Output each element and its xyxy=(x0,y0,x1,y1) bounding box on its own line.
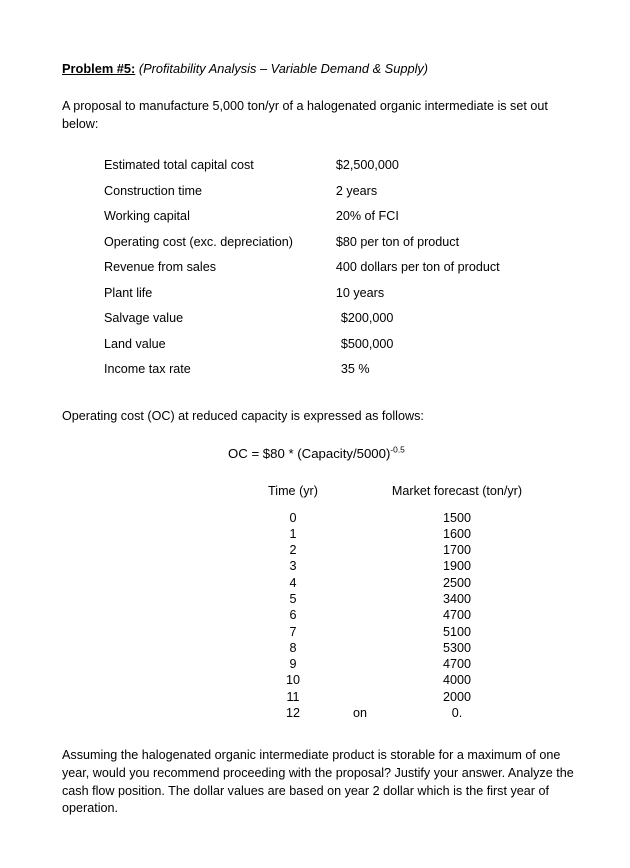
cell-middle xyxy=(337,689,383,705)
cell-time: 0 xyxy=(289,510,297,525)
parameter-value: 35 % xyxy=(340,362,370,376)
problem-subtitle: (Profitability Analysis – Variable Demand & Supply) xyxy=(138,61,429,76)
cell-middle xyxy=(337,542,383,558)
parameter-name: Plant life xyxy=(104,285,153,300)
table-row xyxy=(249,705,531,721)
cell-forecast: 3400 xyxy=(442,591,472,606)
operating-cost-note: Operating cost (OC) at reduced capacity is expressed as follows: xyxy=(62,408,424,423)
formula-exponent: -0.5 xyxy=(390,444,405,455)
parameter-name: Working capital xyxy=(104,209,190,223)
table-row xyxy=(249,656,531,672)
parameter-value: 10 years xyxy=(335,285,385,300)
parameter-value: $2,500,000 xyxy=(335,158,399,172)
intro-paragraph: A proposal to manufacture 5,000 ton/yr of a halogenated organic intermediate is set out below: xyxy=(62,99,548,131)
cell-middle xyxy=(337,656,383,672)
cell-time: 8 xyxy=(289,640,297,655)
table-row xyxy=(249,591,531,607)
cell-time: 5 xyxy=(289,591,297,606)
table-row xyxy=(62,259,590,285)
parameter-name: Construction time xyxy=(104,183,202,198)
market-forecast-table xyxy=(249,484,531,722)
table-row xyxy=(62,310,590,336)
table-row xyxy=(62,208,590,234)
cell-time: 3 xyxy=(289,559,297,574)
cell-time: 2 xyxy=(289,543,297,558)
cell-forecast: 2000 xyxy=(442,689,472,704)
formula-base: OC = $80 * (Capacity/5000) xyxy=(228,445,391,461)
cell-middle xyxy=(337,591,383,607)
parameter-value: 400 dollars per ton of product xyxy=(335,260,500,274)
cell-middle: on xyxy=(352,706,367,721)
closing-paragraph: Assuming the halogenated organic intermediate product is storable for a maximum of one year, would you recommend proceeding with the proposal? Justify your answer. Analyze the cash flow position. The dollar values are based on year 2 dollar which is the first year of operation. xyxy=(62,748,574,816)
cell-time: 12 xyxy=(285,706,300,721)
cell-time: 1 xyxy=(289,526,297,541)
cell-middle xyxy=(337,672,383,688)
parameter-name: Income tax rate xyxy=(104,362,191,376)
cell-forecast: 1500 xyxy=(442,510,472,525)
column-header-middle xyxy=(337,484,383,510)
cell-middle xyxy=(337,640,383,656)
table-row xyxy=(62,285,590,311)
cell-time: 10 xyxy=(285,673,300,688)
cell-middle xyxy=(337,575,383,591)
cell-middle xyxy=(337,526,383,542)
parameter-value: $500,000 xyxy=(340,336,394,351)
cell-time: 11 xyxy=(286,689,300,704)
table-header-row xyxy=(249,484,531,510)
parameter-value: $200,000 xyxy=(340,311,394,325)
table-row xyxy=(62,336,590,362)
parameters-table xyxy=(62,157,590,387)
column-header-time: Time (yr) xyxy=(268,483,318,498)
table-row xyxy=(249,542,531,558)
table-row xyxy=(249,689,531,705)
cell-forecast: 0. xyxy=(451,706,463,721)
cell-forecast: 4700 xyxy=(442,608,472,623)
table-row xyxy=(249,607,531,623)
cell-forecast: 1600 xyxy=(442,526,472,541)
parameter-name: Salvage value xyxy=(104,311,184,325)
table-row xyxy=(249,510,531,526)
cell-forecast: 5300 xyxy=(442,640,472,655)
parameter-name: Land value xyxy=(104,336,166,351)
cell-forecast: 4000 xyxy=(442,673,472,688)
market-forecast-table-head xyxy=(249,484,531,510)
cell-time: 6 xyxy=(289,608,297,623)
cell-middle xyxy=(337,558,383,574)
problem-label: Problem #5: xyxy=(62,61,136,76)
table-row xyxy=(249,526,531,542)
parameters-table-body xyxy=(62,157,590,387)
cell-forecast: 5100 xyxy=(442,624,472,639)
cell-middle xyxy=(337,624,383,640)
cell-time: 9 xyxy=(289,657,297,672)
parameter-name: Revenue from sales xyxy=(104,260,216,274)
parameter-value: $80 per ton of product xyxy=(335,234,460,249)
table-row xyxy=(62,157,590,183)
parameter-name: Estimated total capital cost xyxy=(104,158,254,172)
cell-middle xyxy=(337,510,383,526)
parameter-name: Operating cost (exc. depreciation) xyxy=(104,234,293,249)
cell-time: 7 xyxy=(289,624,297,639)
table-row xyxy=(249,624,531,640)
table-row xyxy=(249,575,531,591)
page-title xyxy=(62,60,590,78)
cell-forecast: 4700 xyxy=(442,657,472,672)
cell-forecast: 1900 xyxy=(442,559,472,574)
column-header-forecast: Market forecast (ton/yr) xyxy=(391,483,523,498)
market-forecast-table-body xyxy=(249,510,531,722)
table-row xyxy=(62,183,590,209)
table-row xyxy=(249,640,531,656)
table-row xyxy=(249,672,531,688)
cell-middle xyxy=(337,607,383,623)
cell-time: 4 xyxy=(289,575,297,590)
cell-forecast: 2500 xyxy=(442,575,472,590)
table-row xyxy=(62,361,590,387)
parameter-value: 2 years xyxy=(335,183,378,198)
parameter-value: 20% of FCI xyxy=(335,209,399,223)
operating-cost-formula xyxy=(62,445,590,462)
table-row xyxy=(249,558,531,574)
table-row xyxy=(62,234,590,260)
cell-forecast: 1700 xyxy=(442,543,472,558)
